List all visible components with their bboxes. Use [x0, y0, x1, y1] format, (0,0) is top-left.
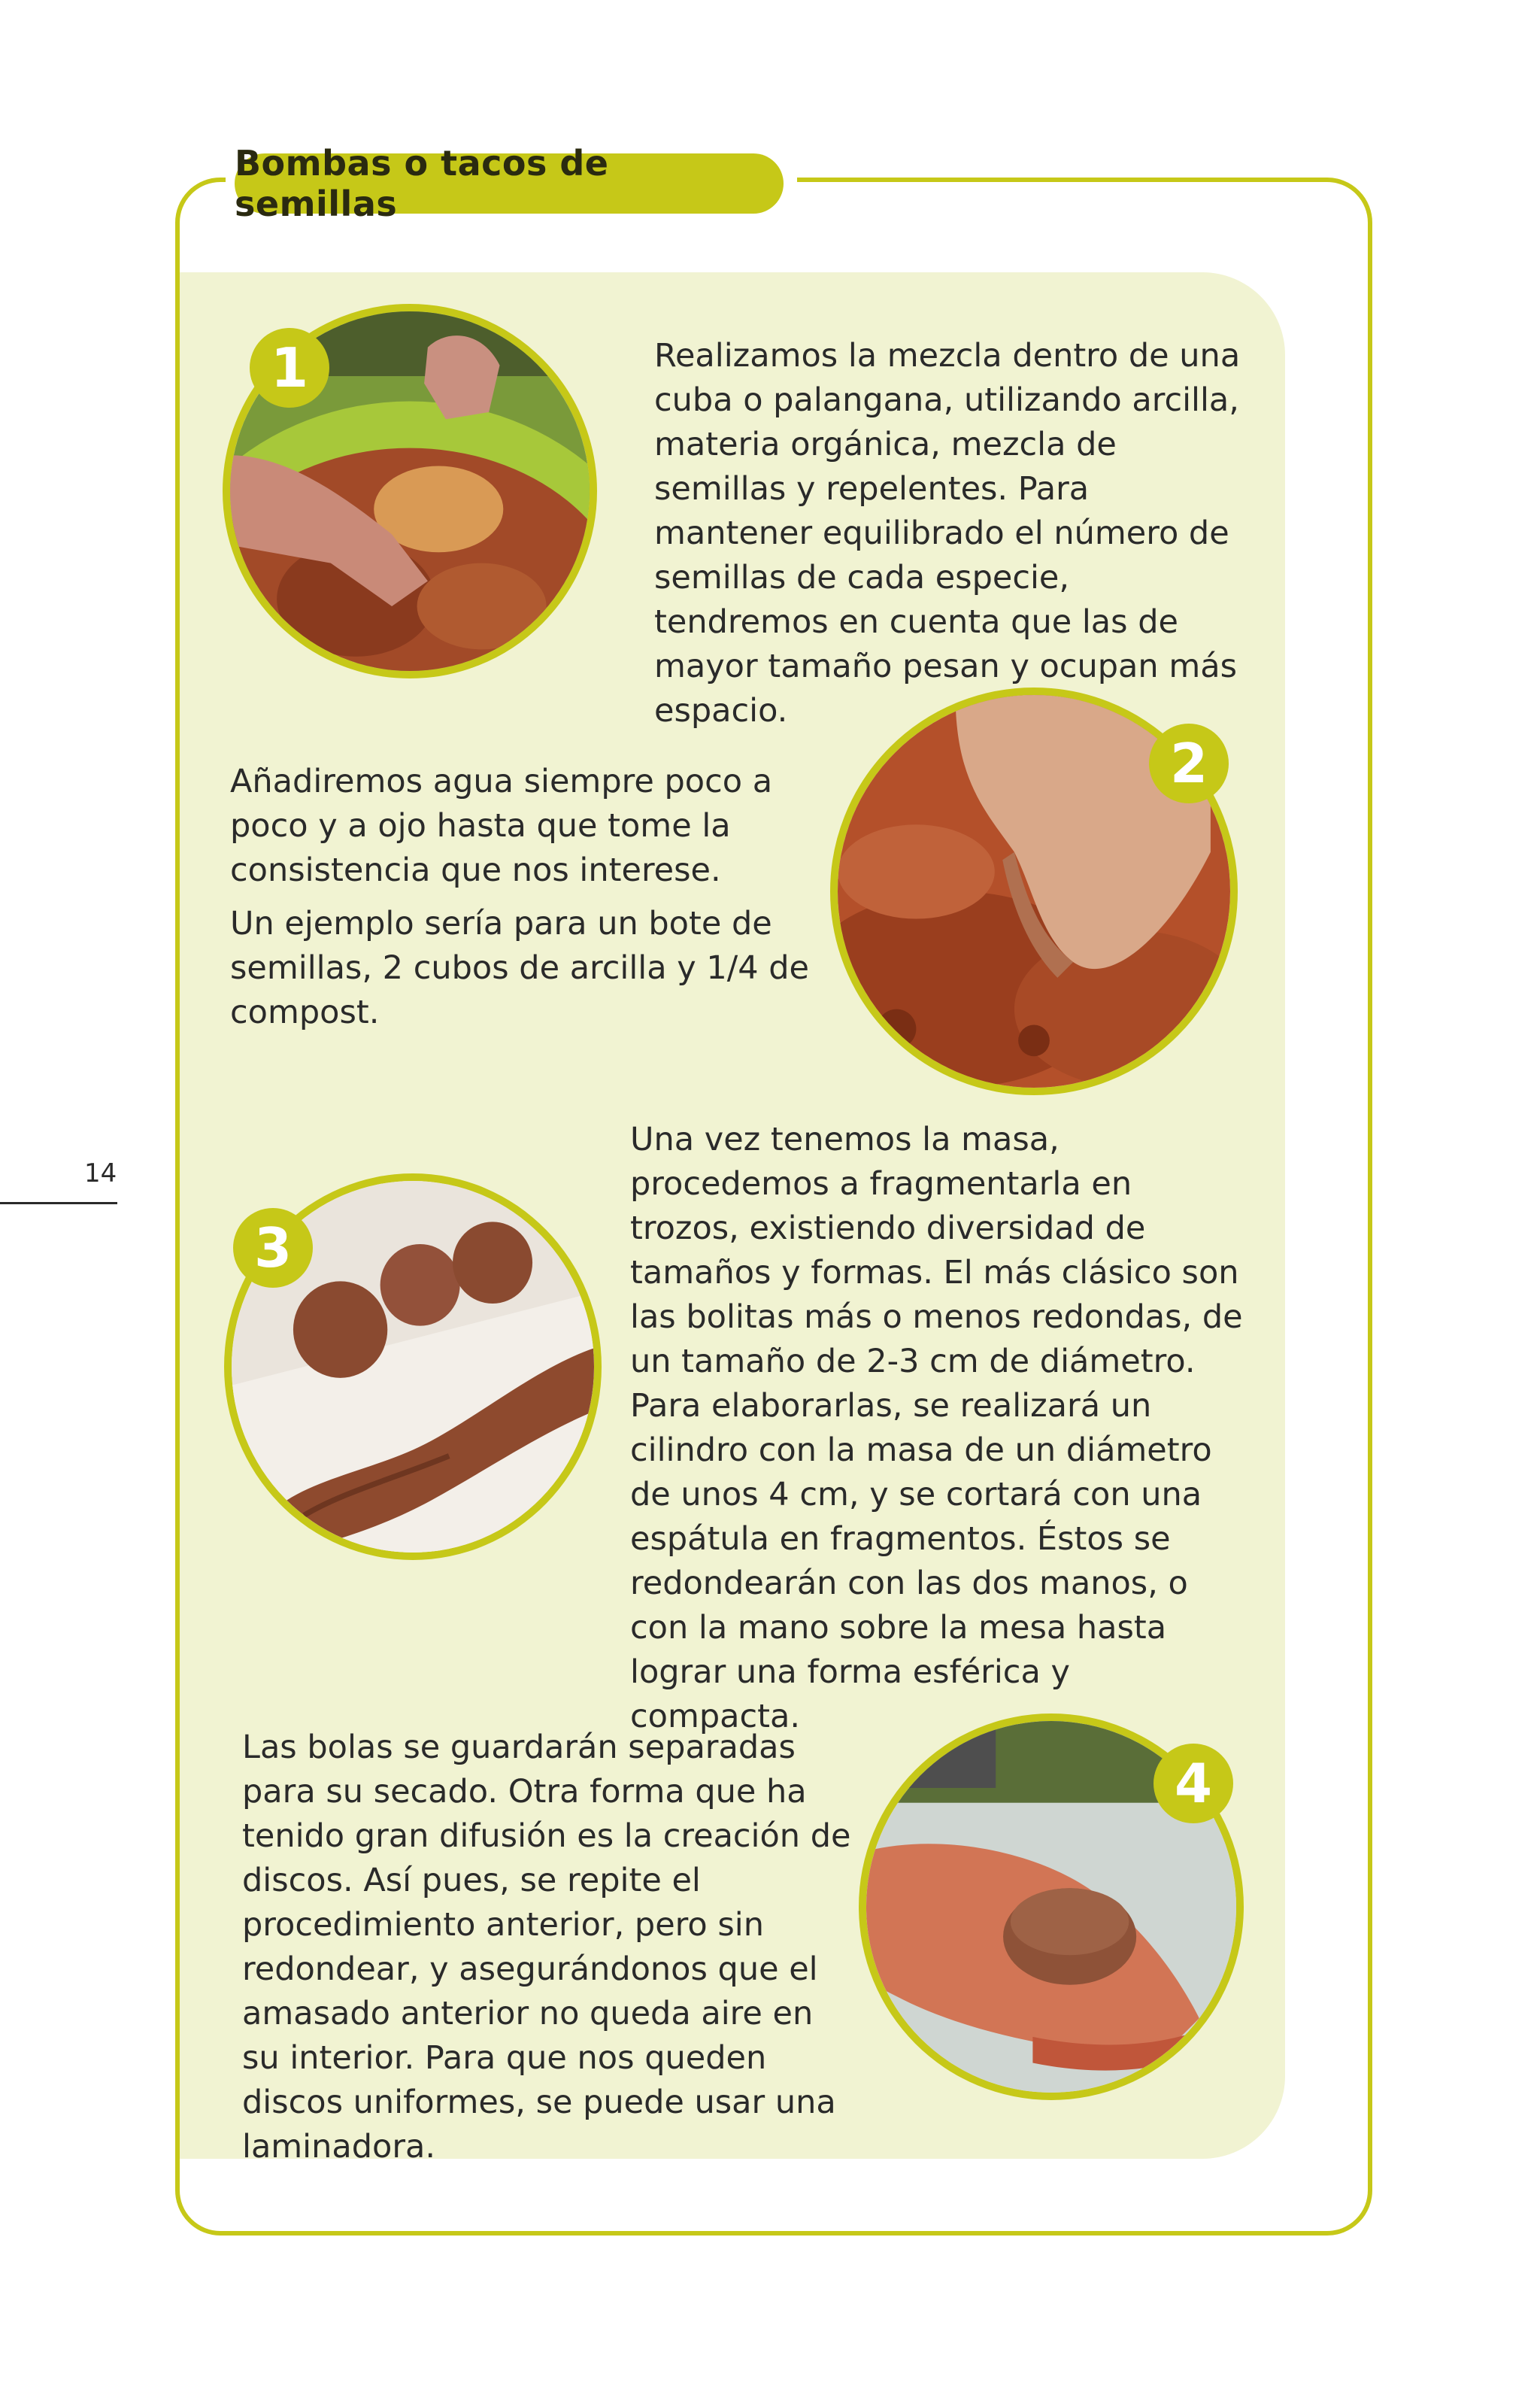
- step-2-paragraph-1: Añadiremos agua siempre poco a poco y a ojo hasta que tome la consistencia que nos interese.: [230, 763, 773, 889]
- step-4-number-badge: 4: [1153, 1744, 1233, 1823]
- section-title: Bombas o tacos de semillas: [235, 153, 784, 214]
- page-number: 14: [84, 1158, 117, 1188]
- step-2-text: [230, 760, 832, 1035]
- step-2-paragraph-2: Un ejemplo sería para un bote de semillas, 2 cubos de arcilla y 1/4 de compost.: [230, 905, 810, 1031]
- step-3-paragraph: Una vez tenemos la masa, procedemos a fragmentarla en trozos, existiendo diversidad de tamaños y formas. El más clásico son las bolitas más o menos redondas, de un tamaño de 2-3 cm de diámetro. Para elaborarlas, se realizará un cilindro con la masa de un diámetro de unos 4 cm, y se cortará con una espátula en fragmentos. Éstos se redondearán con las dos manos, o con la mano sobre la mesa hasta lograr una forma esférica y compacta.: [630, 1121, 1243, 1735]
- step-1-paragraph: Realizamos la mezcla dentro de una cuba o palangana, utilizando arcilla, materia orgánica, mezcla de semillas y repelentes. Para mantener equilibrado el número de semillas de cada especie, tendremos en cuenta que las de mayor tamaño pesan y ocupan más espacio.: [654, 337, 1241, 730]
- step-2-number-badge: 2: [1149, 724, 1229, 803]
- step-4-text: [242, 1726, 859, 2169]
- step-3-number-badge: 3: [233, 1208, 313, 1288]
- step-1-text: [654, 334, 1241, 733]
- page-number-rule: [0, 1202, 117, 1204]
- step-4-paragraph: Las bolas se guardarán separadas para su secado. Otra forma que ha tenido gran difusión es la creación de discos. Así pues, se repite el procedimiento anterior, pero sin redondear, y asegurándonos que el amasado anterior no queda aire en su interior. Para que nos queden discos uniformes, se puede usar una laminadora.: [242, 1729, 851, 2166]
- step-3-text: [630, 1118, 1247, 1739]
- step-1-number-badge: 1: [250, 328, 329, 408]
